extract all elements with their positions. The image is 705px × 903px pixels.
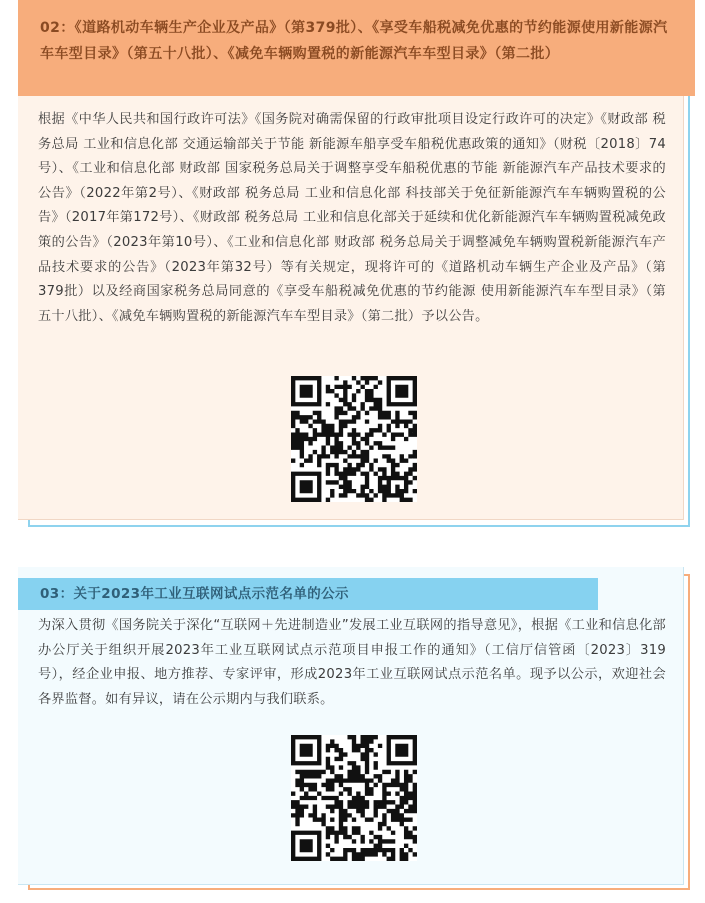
section3-body: 为深入贯彻《国务院关于深化“互联网＋先进制造业”发展工业互联网的指导意见》，根据《工业和信息化部办公厅关于组织开展2023年工业互联网试点示范项目申报工作的通知》（工信厅信管函〔2023〕319号），经企业申报、地方推荐、专家评审，形成2023年工业互联网试点示范名单。现予以公示，欢迎社会各界监督。如有异议，请在公示期内与我们联系。 bbox=[38, 618, 666, 707]
qr-code-icon bbox=[291, 735, 417, 861]
section2-body: 根据《中华人民共和国行政许可法》《国务院对确需保留的行政审批项目设定行政许可的决定》《财政部 税务总局 工业和信息化部 交通运输部关于节能 新能源车船享受车船税优惠政策的通知》（财税〔2018〕74号）、《工业和信息化部 财政部 国家税务总局关于调整享受车船税优惠的节能 新能源汽车产品技术要求的公告》（2022年第2号）、《财政部 税务总局 工业和信息化部 科技部关于免征新能源汽车车辆购置税的公告》（2017年第172号）、《财政部 税务总局 工业和信息化部关于延续和优化新能源汽车车辆购置税减免政策的公告》（2023年第10号）、《工业和信息化部 财政部 税务总局关于调整减免车辆购置税新能源汽车产品技术要求的公告》（2023年第32号）等有关规定，现将许可的《道路机动车辆生产企业及产品》（第379批）以及经商国家税务总局同意的《享受车船税减免优惠的节约能源 使用新能源汽车车型目录》（第五十八批）、《减免车辆购置税的新能源汽车车型目录》（第二批）予以公告。 bbox=[38, 112, 666, 324]
qr-code-icon bbox=[291, 376, 417, 502]
section2-title: 02：《道路机动车辆生产企业及产品》（第379批）、《享受车船税减免优惠的节约能源使用新能源汽车车型目录》（第五十八批）、《减免车辆购置税的新能源汽车车型目录》（第二批） bbox=[18, 0, 695, 96]
section3-title: 03：关于2023年工业互联网试点示范名单的公示 bbox=[18, 578, 598, 610]
